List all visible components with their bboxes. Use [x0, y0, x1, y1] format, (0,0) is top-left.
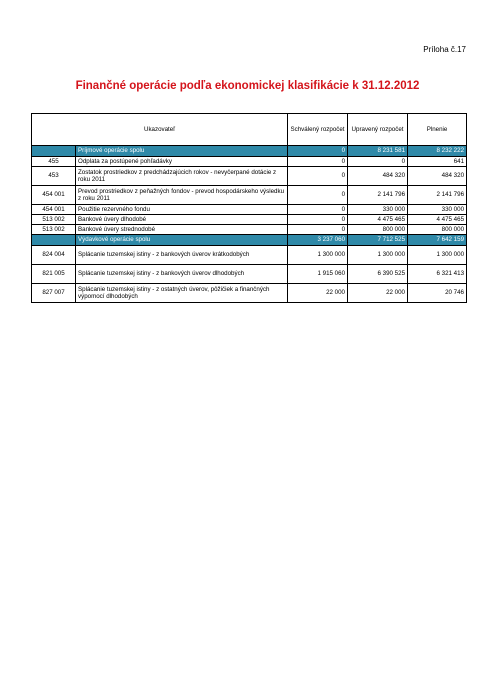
- document-title: Finančné operácie podľa ekonomickej klasifikácie k 31.12.2012: [75, 80, 420, 92]
- row-code: [32, 146, 76, 157]
- table-row: [32, 235, 467, 246]
- row-name: Použitie rezervného fondu: [76, 205, 288, 215]
- table-row: [32, 186, 467, 205]
- row-actual: 8 232 222: [408, 146, 467, 157]
- row-actual: 641: [408, 157, 467, 167]
- row-actual: 484 320: [408, 167, 467, 186]
- row-adjusted: 4 475 465: [348, 215, 408, 225]
- row-code: 453: [32, 167, 76, 186]
- row-approved: 0: [288, 225, 348, 235]
- row-name: Splácanie tuzemskej istiny - z bankových úverov dlhodobých: [76, 265, 288, 284]
- header-approved: Schválený rozpočet: [288, 114, 348, 146]
- row-adjusted: 2 141 796: [348, 186, 408, 205]
- row-adjusted: 8 231 581: [348, 146, 408, 157]
- row-approved: 0: [288, 205, 348, 215]
- annex-label: Príloha č.17: [423, 45, 466, 54]
- header-actual: Plnenie: [408, 114, 467, 146]
- row-actual: 6 321 413: [408, 265, 467, 284]
- row-name: Prevod prostriedkov z peňažných fondov - prevod hospodárskeho výsledku z roku 2011: [76, 186, 288, 205]
- row-actual: 7 642 159: [408, 235, 467, 246]
- row-actual: 1 300 000: [408, 246, 467, 265]
- row-adjusted: 0: [348, 157, 408, 167]
- row-name: Výdavkové operácie spolu: [76, 235, 288, 246]
- row-adjusted: 330 000: [348, 205, 408, 215]
- row-adjusted: 7 712 525: [348, 235, 408, 246]
- row-actual: 800 000: [408, 225, 467, 235]
- row-name: Splácanie tuzemskej istiny - z bankových úverov krátkodobých: [76, 246, 288, 265]
- row-adjusted: 800 000: [348, 225, 408, 235]
- table-row: [32, 157, 467, 167]
- row-approved: 0: [288, 186, 348, 205]
- row-code: 454 001: [32, 186, 76, 205]
- row-name: Bankové úvery dlhodobé: [76, 215, 288, 225]
- row-approved: 22 000: [288, 284, 348, 303]
- table-row: [32, 265, 467, 284]
- row-code: 821 005: [32, 265, 76, 284]
- row-code: 824 004: [32, 246, 76, 265]
- table-row: [32, 167, 467, 186]
- row-name: Bankové úvery strednodobé: [76, 225, 288, 235]
- table-row: [32, 205, 467, 215]
- row-code: 455: [32, 157, 76, 167]
- row-approved: 0: [288, 215, 348, 225]
- table-row: [32, 146, 467, 157]
- table-header-row: [32, 114, 467, 146]
- row-approved: 1 300 000: [288, 246, 348, 265]
- row-actual: 2 141 796: [408, 186, 467, 205]
- row-approved: 0: [288, 146, 348, 157]
- row-adjusted: 1 300 000: [348, 246, 408, 265]
- row-adjusted: 484 320: [348, 167, 408, 186]
- row-name: Odplata za postúpené pohľadávky: [76, 157, 288, 167]
- row-approved: 1 915 060: [288, 265, 348, 284]
- row-approved: 0: [288, 157, 348, 167]
- row-adjusted: 22 000: [348, 284, 408, 303]
- row-code: [32, 235, 76, 246]
- financial-operations-table: [31, 113, 467, 303]
- table-row: [32, 246, 467, 265]
- table-row: [32, 225, 467, 235]
- row-code: 454 001: [32, 205, 76, 215]
- row-code: 827 007: [32, 284, 76, 303]
- row-approved: 3 237 060: [288, 235, 348, 246]
- row-code: 513 002: [32, 215, 76, 225]
- row-actual: 20 746: [408, 284, 467, 303]
- row-adjusted: 6 390 525: [348, 265, 408, 284]
- row-name: Príjmové operácie spolu: [76, 146, 288, 157]
- row-approved: 0: [288, 167, 348, 186]
- row-name: Splácanie tuzemskej istiny - z ostatných úverov, pôžičiek a finančných výpomocí dlhodobých: [76, 284, 288, 303]
- row-actual: 4 475 465: [408, 215, 467, 225]
- header-indicator: Ukazovateľ: [32, 114, 288, 146]
- table-row: [32, 215, 467, 225]
- table-row: [32, 284, 467, 303]
- header-adjusted: Upravený rozpočet: [348, 114, 408, 146]
- row-actual: 330 000: [408, 205, 467, 215]
- row-code: 513 002: [32, 225, 76, 235]
- row-name: Zostatok prostriedkov z predchádzajúcich rokov - nevyčerpané dotácie z roku 2011: [76, 167, 288, 186]
